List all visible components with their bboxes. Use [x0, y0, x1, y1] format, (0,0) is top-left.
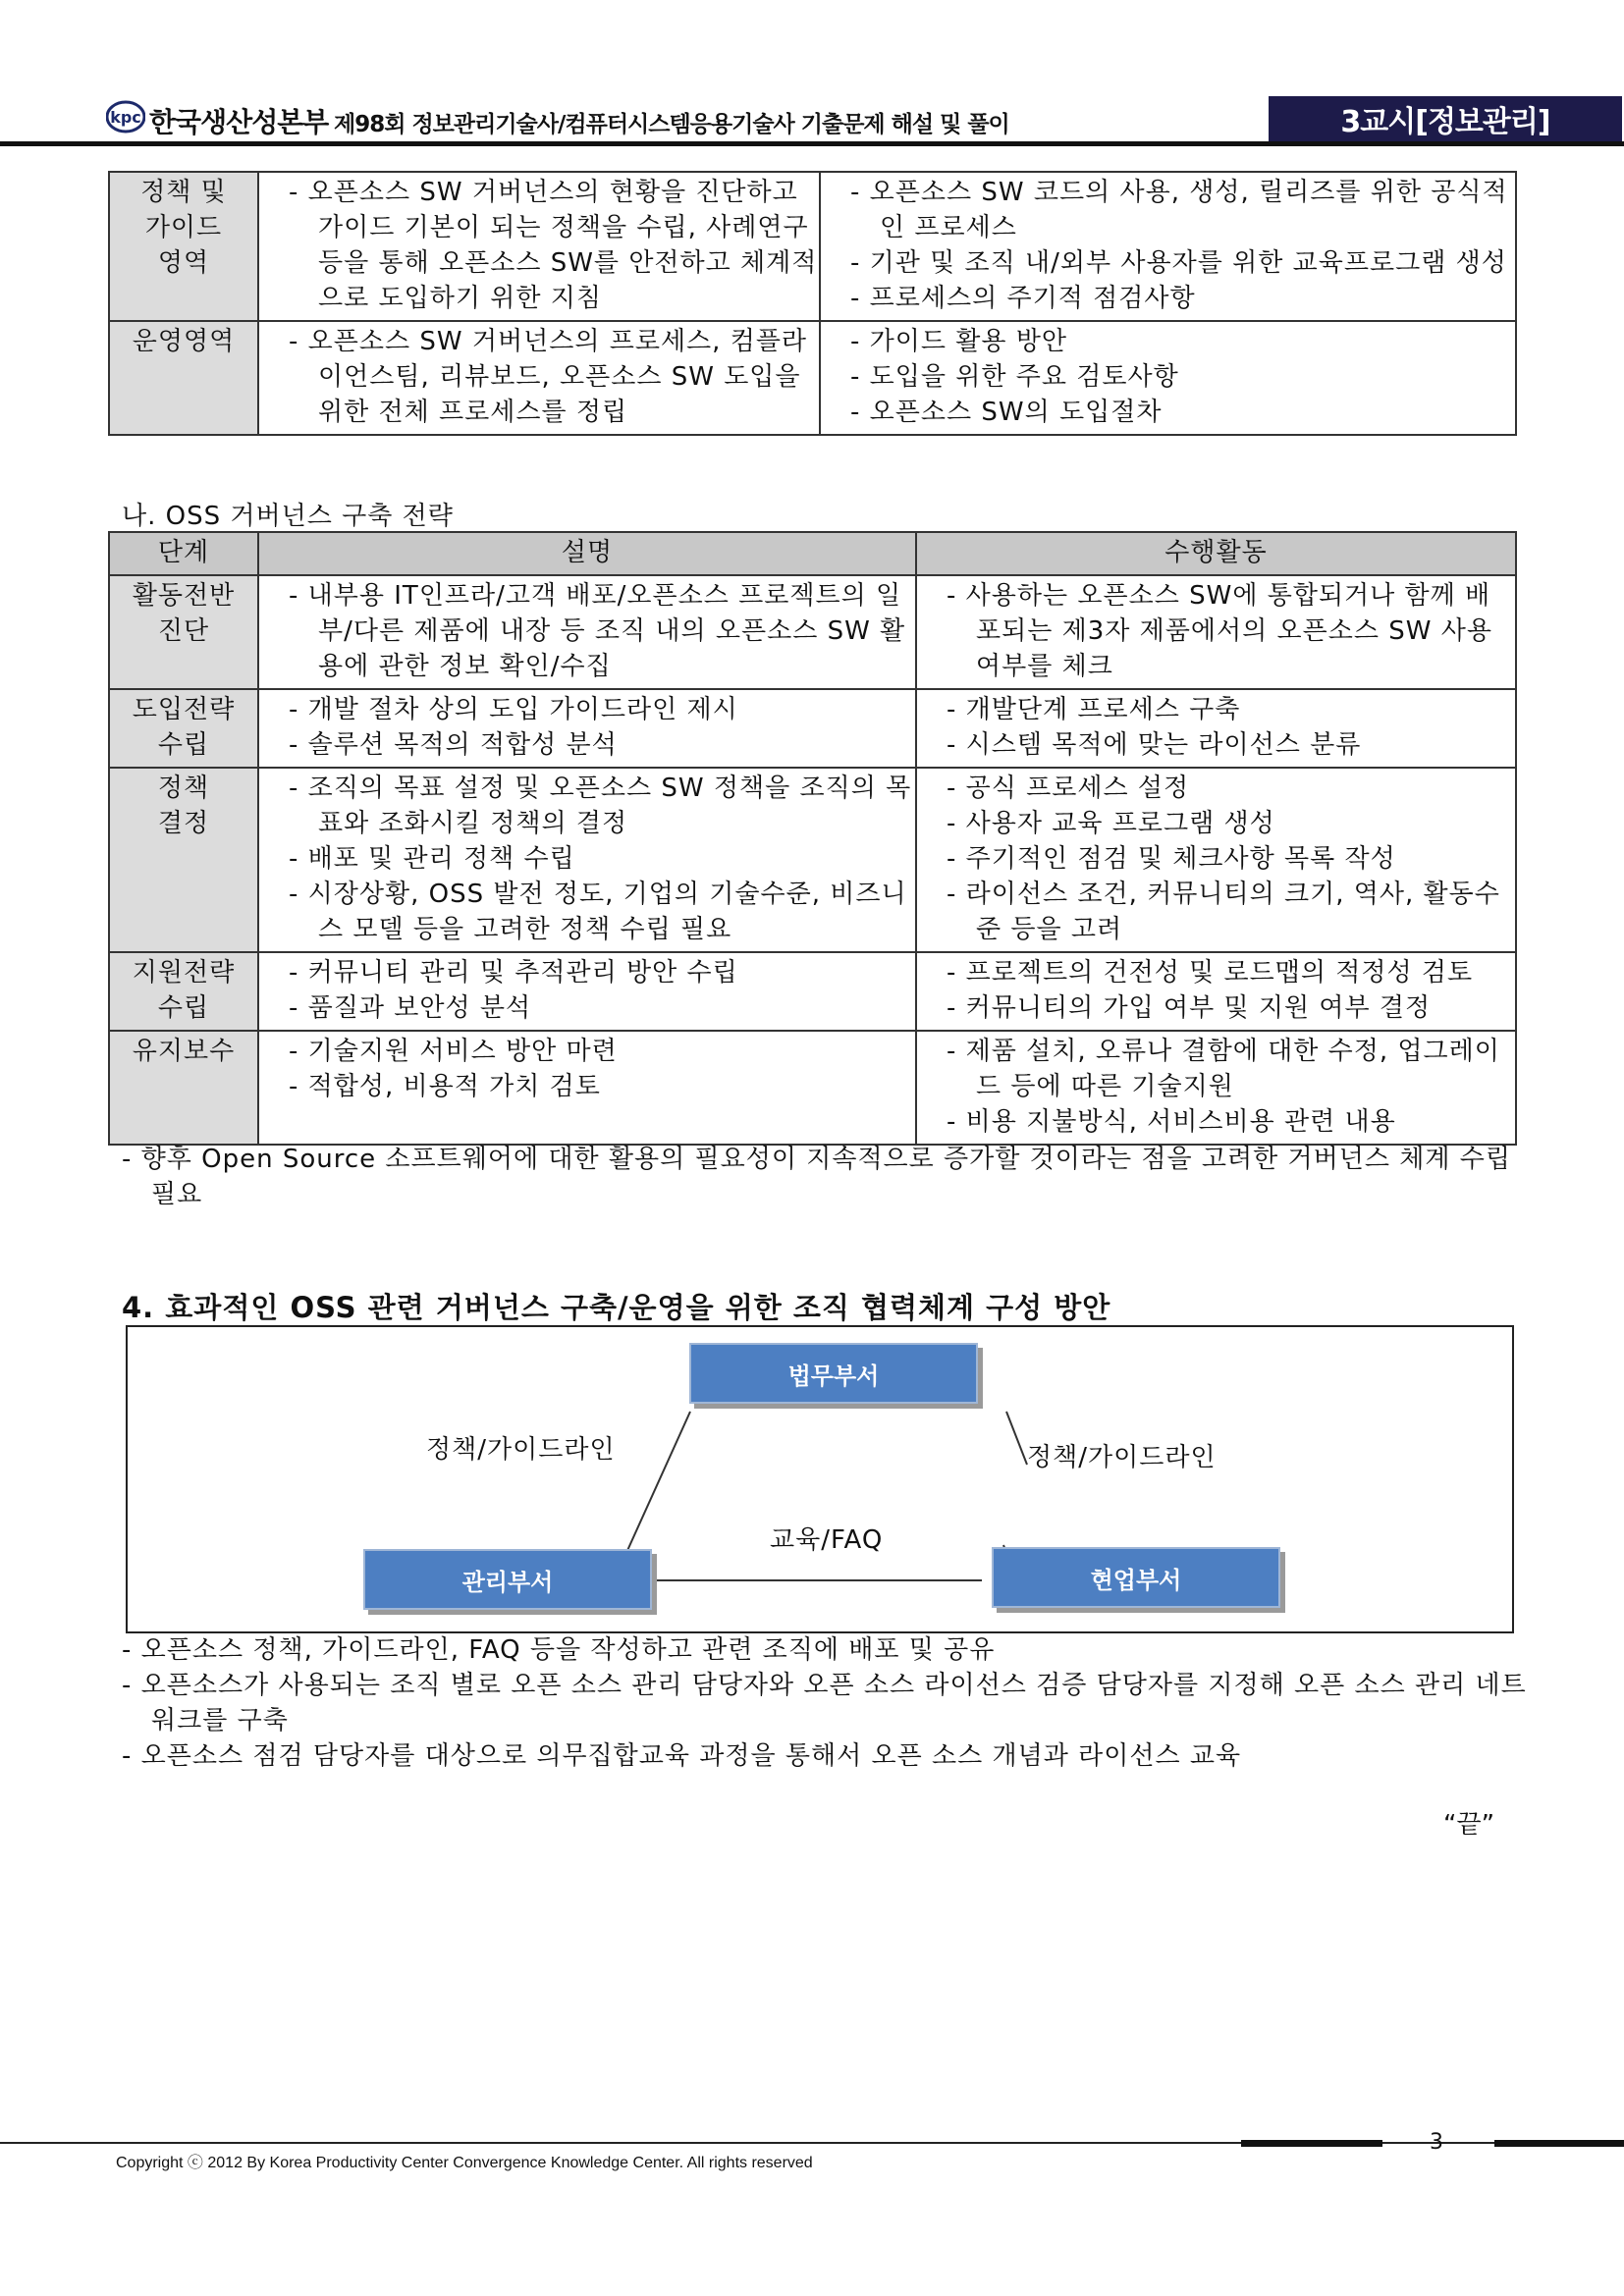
footer-bar-left: [1241, 2140, 1382, 2147]
row-description: - 오픈소스 SW 거버넌스의 프로세스, 컴플라이언스팀, 리뷰보드, 오픈소스 SW 도입을 위한 전체 프로세스를 정립: [258, 321, 820, 435]
section-heading: 4. 효과적인 OSS 관련 거버넌스 구축/운영을 위한 조직 협력체계 구성 방안: [122, 1291, 1111, 1324]
strategy-note: - 향후 Open Source 소프트웨어에 대한 활용의 필요성이 지속적으로 증가할 것이라는 점을 고려한 거버넌스 체계 수립 필요: [122, 1145, 1511, 1209]
row-items: - 오픈소스 SW 코드의 사용, 생성, 릴리즈를 위한 공식적인 프로세스 - 기관 및 조직 내/외부 사용자를 위한 교육프로그램 생성 - 프로세스의 주기적 점검사항: [820, 172, 1516, 321]
row-description: - 오픈소스 SW 거버넌스의 현황을 진단하고 가이드 기본이 되는 정책을 수립, 사례연구 등을 통해 오픈소스 SW를 안전하고 체계적으로 도입하기 위한 지침: [258, 172, 820, 321]
kpc-logo-icon: [106, 100, 145, 133]
row-description: - 조직의 목표 설정 및 오픈소스 SW 정책을 조직의 목표와 조화시킬 정책의 결정 - 배포 및 관리 정책 수립 - 시장상황, OSS 발전 정도, 기업의 기술수준, 비즈니스 모델 등을 고려한 정책 수립 필요: [258, 768, 916, 952]
table-header-row: [109, 532, 1516, 575]
org-name: 한국생산성본부: [149, 106, 329, 138]
document-title: 제98회 정보관리기술사/컴퓨터시스템응용기술사 기출문제 해설 및 풀이: [334, 112, 1009, 137]
governance-area-table: [108, 171, 1517, 436]
row-description: - 내부용 IT인프라/고객 배포/오픈소스 프로젝트의 일부/다른 제품에 내장 등 조직 내의 오픈소스 SW 활용에 관한 정보 확인/수집: [258, 575, 916, 689]
copyright-text: Copyright ⓒ 2012 By Korea Productivity Center Convergence Knowledge Center. All rights reserved: [116, 2155, 813, 2171]
footer-bar-right: [1494, 2140, 1624, 2147]
org-collaboration-diagram: [126, 1325, 1514, 1633]
header-rule: [0, 141, 1624, 146]
strategy-table: [108, 531, 1517, 1146]
table-row: [109, 575, 1516, 689]
connector-top-right-upper: [1006, 1412, 1027, 1465]
label-policy-right: 정책/가이드라인: [1027, 1443, 1217, 1472]
end-mark: “끝”: [1443, 1810, 1495, 1840]
row-activities: - 사용하는 오픈소스 SW에 통합되거나 함께 배포되는 제3자 제품에서의 오픈소스 SW 사용 여부를 체크: [916, 575, 1516, 689]
connector-top-left: [625, 1412, 690, 1555]
kpc-logo-text: kpc: [110, 108, 141, 127]
header-cell: 설명: [258, 532, 916, 575]
page-number: 3: [1430, 2130, 1443, 2155]
table-row: [109, 321, 1516, 435]
row-items: - 가이드 활용 방안 - 도입을 위한 주요 검토사항 - 오픈소스 SW의 도입절차: [820, 321, 1516, 435]
bullet-item: - 오픈소스 점검 담당자를 대상으로 의무집합교육 과정을 통해서 오픈 소스 개념과 라이선스 교육: [122, 1741, 1242, 1771]
row-label: 지원전략 수립: [109, 952, 258, 1031]
row-label: 활동전반 진단: [109, 575, 258, 689]
management-dept-box: 관리부서: [363, 1549, 652, 1610]
label-education-faq: 교육/FAQ: [770, 1525, 884, 1555]
row-label: 운영영역: [109, 321, 258, 435]
row-label: 정책 결정: [109, 768, 258, 952]
row-activities: - 프로젝트의 건전성 및 로드맵의 적정성 검토 - 커뮤니티의 가입 여부 및 지원 여부 결정: [916, 952, 1516, 1031]
table-row: [109, 172, 1516, 321]
header-cell: 수행활동: [916, 532, 1516, 575]
table-row: [109, 768, 1516, 952]
session-badge: 3교시[정보관리]: [1269, 96, 1622, 141]
row-label: 도입전략 수립: [109, 689, 258, 768]
row-label: 유지보수: [109, 1031, 258, 1145]
legal-dept-box: 법무부서: [689, 1343, 978, 1404]
field-dept-box: 현업부서: [992, 1547, 1280, 1608]
bullet-item: - 오픈소스 정책, 가이드라인, FAQ 등을 작성하고 관련 조직에 배포 및 공유: [122, 1635, 996, 1665]
row-activities: - 개발단계 프로세스 구축 - 시스템 목적에 맞는 라이선스 분류: [916, 689, 1516, 768]
row-label: 정책 및 가이드 영역: [109, 172, 258, 321]
row-description: - 커뮤니티 관리 및 추적관리 방안 수립 - 품질과 보안성 분석: [258, 952, 916, 1031]
table-row: [109, 952, 1516, 1031]
section-label: 나. OSS 거버넌스 구축 전략: [122, 502, 454, 531]
row-activities: - 제품 설치, 오류나 결함에 대한 수정, 업그레이드 등에 따른 기술지원 - 비용 지불방식, 서비스비용 관련 내용: [916, 1031, 1516, 1145]
table-row: [109, 689, 1516, 768]
row-description: - 개발 절차 상의 도입 가이드라인 제시 - 솔루션 목적의 적합성 분석: [258, 689, 916, 768]
bullet-item: - 오픈소스가 사용되는 조직 별로 오픈 소스 관리 담당자와 오픈 소스 라이선스 검증 담당자를 지정해 오픈 소스 관리 네트워크를 구축: [122, 1671, 1527, 1735]
header-cell: 단계: [109, 532, 258, 575]
table-row: [109, 1031, 1516, 1145]
row-description: - 기술지원 서비스 방안 마련 - 적합성, 비용적 가치 검토: [258, 1031, 916, 1145]
row-activities: - 공식 프로세스 설정 - 사용자 교육 프로그램 생성 - 주기적인 점검 및 체크사항 목록 작성 - 라이선스 조건, 커뮤니티의 크기, 역사, 활동수준 등을 고려: [916, 768, 1516, 952]
label-policy-left: 정책/가이드라인: [426, 1435, 616, 1465]
